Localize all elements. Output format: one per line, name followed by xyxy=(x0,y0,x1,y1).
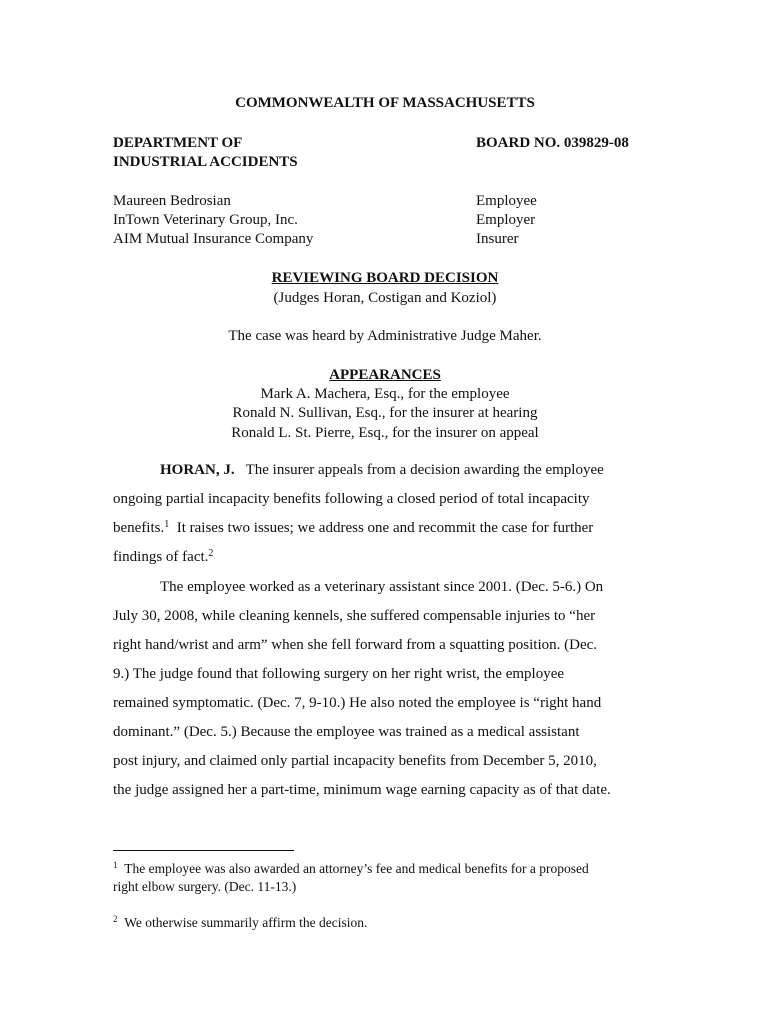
footnote-2 xyxy=(113,914,367,931)
appearance-insurer-hearing: Ronald N. Sullivan, Esq., for the insurer at hearing xyxy=(232,405,538,421)
footnote-ref-1[interactable]: 1 xyxy=(164,519,170,530)
commonwealth-title: COMMONWEALTH OF MASSACHUSETTS xyxy=(235,95,535,111)
body-line xyxy=(160,462,604,479)
body-text: benefits. xyxy=(113,520,165,536)
footnote-number: 2 xyxy=(113,914,118,924)
footnote-1-continued: right elbow surgery. (Dec. 11-13.) xyxy=(113,879,297,894)
body-text: findings of fact. xyxy=(113,549,209,565)
appearance-employee: Mark A. Machera, Esq., for the employee xyxy=(260,386,510,402)
body-line: the judge assigned her a part-time, minimum wage earning capacity as of that date. xyxy=(113,782,611,798)
party-role-employee: Employee xyxy=(476,193,537,209)
footnote-text: We otherwise summarily affirm the decision. xyxy=(124,915,368,930)
opinion-author: HORAN, J. xyxy=(160,462,235,478)
decision-title: REVIEWING BOARD DECISION xyxy=(271,270,499,286)
department-line-2: INDUSTRIAL ACCIDENTS xyxy=(113,154,298,170)
body-line: post injury, and claimed only partial incapacity benefits from December 5, 2010, xyxy=(113,753,597,769)
body-line: ongoing partial incapacity benefits following a closed period of total incapacity xyxy=(113,491,590,507)
body-text: The insurer appeals from a decision awarding the employee xyxy=(245,462,604,478)
footnote-text: The employee was also awarded an attorney’s fee and medical benefits for a proposed xyxy=(124,861,589,876)
department-line-1: DEPARTMENT OF xyxy=(113,135,243,151)
party-role-employer: Employer xyxy=(476,212,536,228)
body-line: The employee worked as a veterinary assistant since 2001. (Dec. 5-6.) On xyxy=(160,579,604,595)
body-line: right hand/wrist and arm” when she fell forward from a squatting position. (Dec. xyxy=(113,637,598,653)
body-line: July 30, 2008, while cleaning kennels, she suffered compensable injuries to “her xyxy=(113,608,596,624)
body-line: 9.) The judge found that following surgery on her right wrist, the employee xyxy=(113,666,565,682)
body-line xyxy=(113,549,213,566)
appearances-title: APPEARANCES xyxy=(329,367,441,383)
party-name-employee: Maureen Bedrosian xyxy=(113,193,231,209)
body-text: It raises two issues; we address one and recommit the case for further xyxy=(176,520,594,536)
appearance-insurer-appeal: Ronald L. St. Pierre, Esq., for the insurer on appeal xyxy=(231,425,539,441)
body-line: dominant.” (Dec. 5.) Because the employee was trained as a medical assistant xyxy=(113,724,580,740)
party-name-employer: InTown Veterinary Group, Inc. xyxy=(113,212,298,228)
board-number: BOARD NO. 039829-08 xyxy=(476,135,629,151)
footnote-ref-2[interactable]: 2 xyxy=(208,548,214,559)
footnote-1 xyxy=(113,860,589,877)
party-role-insurer: Insurer xyxy=(476,231,519,247)
footnote-number: 1 xyxy=(113,860,118,870)
body-line: remained symptomatic. (Dec. 7, 9-10.) He also noted the employee is “right hand xyxy=(113,695,602,711)
heard-by-line: The case was heard by Administrative Judge Maher. xyxy=(228,328,542,344)
judges-line: (Judges Horan, Costigan and Koziol) xyxy=(273,290,497,306)
footnote-separator xyxy=(113,850,294,851)
party-name-insurer: AIM Mutual Insurance Company xyxy=(113,231,314,247)
body-line xyxy=(113,520,593,537)
